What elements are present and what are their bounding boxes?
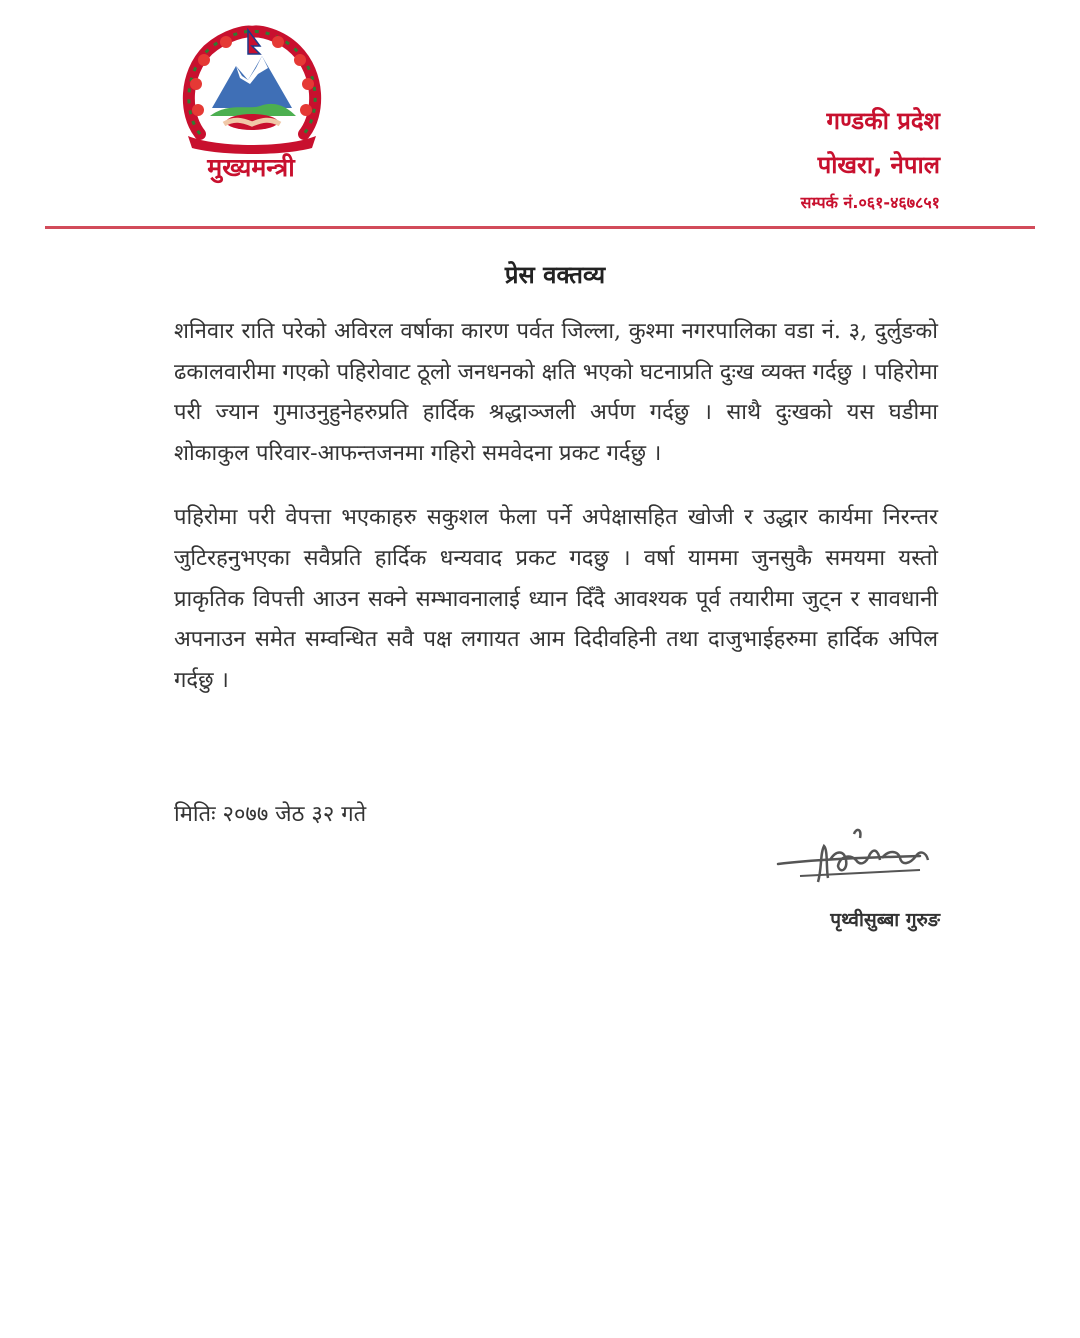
document-title: प्रेस वक्तव्य: [504, 261, 606, 289]
paragraph: पहिरोमा परी वेपत्ता भएकाहरु सकुशल फेला पर्ने अपेक्षासहित खोजी र उद्धार कार्यमा निरन्तर जुटिरहनुभएका सवैप्रति हार्दिक धन्यवाद प्रकट गदछु । वर्षा याममा जुनसुकै समयमा यस्तो प्राकृतिक विपत्ती आउन सक्ने सम्भावनालाई ध्यान दिँदै आवश्यक पूर्व तयारीमा जुट्न र सावधानी अपनाउन समेत सम्वन्धित सवै पक्ष लगायत आम दिदीवहिनी तथा दाजुभाईहरुमा हार्दिक अपिल गर्दछु ।: [174, 505, 938, 693]
paragraph: शनिवार राति परेको अविरल वर्षाका कारण पर्वत जिल्ला, कुश्मा नगरपालिका वडा नं. ३, दुर्लुङको ढकालवारीमा गएको पहिरोवाट ठूलो जनधनको क्षति भएको घटनाप्रति दुःख व्यक्त गर्दछु । पहिरोमा परी ज्यान गुमाउनुहुनेहरुप्रति हार्दिक श्रद्धाञ्जली अर्पण गर्दछु । साथै दुःखको यस घडीमा शोकाकुल परिवार-आफन्तजनमा गहिरो समवेदना प्रकट गर्दछु ।: [174, 319, 938, 466]
city-name: पोखरा, नेपाल: [817, 151, 940, 179]
header-divider: [45, 226, 1035, 229]
letterhead: [0, 0, 1080, 240]
office-address: [801, 104, 940, 214]
statement-body: [174, 312, 938, 725]
handwritten-signature-icon: [770, 820, 940, 898]
statement-date: मितिः २०७७ जेठ ३२ गते: [174, 802, 367, 827]
nepal-coat-of-arms-icon: [178, 24, 326, 154]
office-title: मुख्यमन्त्री: [207, 153, 295, 182]
province-name: गण्डकी प्रदेश: [826, 107, 940, 135]
contact-number: सम्पर्क नं.०६१-४६७८५१: [800, 193, 940, 212]
signatory-name: पृथ्वीसुब्बा गुरुङ: [830, 909, 940, 931]
